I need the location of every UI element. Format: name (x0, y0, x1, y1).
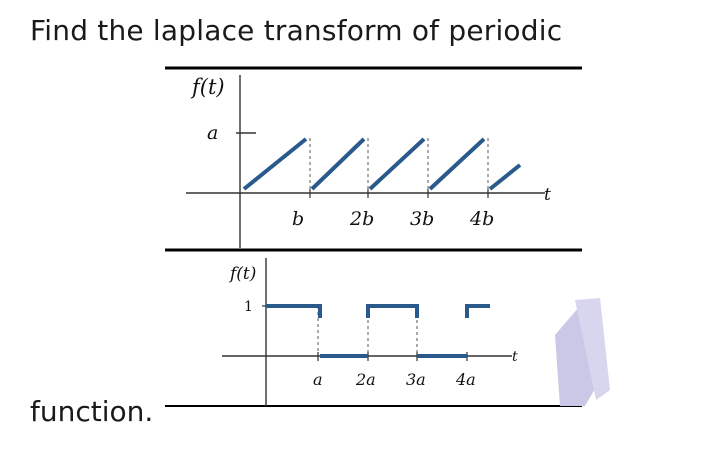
top-x-axis-label: t (544, 185, 551, 205)
sawtooth-ramp-3 (370, 139, 424, 189)
top-x-tick-label-1: b (292, 208, 305, 230)
sawtooth-ramp-4 (430, 139, 484, 189)
question-text-line2: function. (30, 395, 154, 428)
bottom-x-axis-label: t (512, 349, 518, 365)
bottom-x-tick-label-2: 2a (356, 370, 376, 389)
bottom-x-tick-label-4: 4a (456, 370, 476, 389)
sawtooth-ramp-1 (244, 139, 306, 189)
bottom-x-tick-label-1: a (313, 370, 323, 389)
top-x-tick-label-4: 4b (470, 208, 495, 230)
square-wave-graph (222, 258, 518, 406)
sawtooth-graph (186, 75, 551, 248)
bottom-ylabel: f(t) (230, 264, 257, 284)
sawtooth-ramp-2 (312, 139, 364, 189)
top-x-tick-label-2: 2b (350, 208, 375, 230)
top-x-tick-label-3: 3b (410, 208, 435, 230)
top-y-tick-label: a (207, 122, 219, 144)
bottom-x-tick-label-3: 3a (406, 370, 426, 389)
bottom-y-tick-label: 1 (244, 299, 253, 315)
question-text-line1: Find the laplace transform of periodic (30, 14, 563, 47)
sawtooth-ramp-5 (490, 165, 520, 189)
top-ylabel: f(t) (192, 75, 225, 99)
